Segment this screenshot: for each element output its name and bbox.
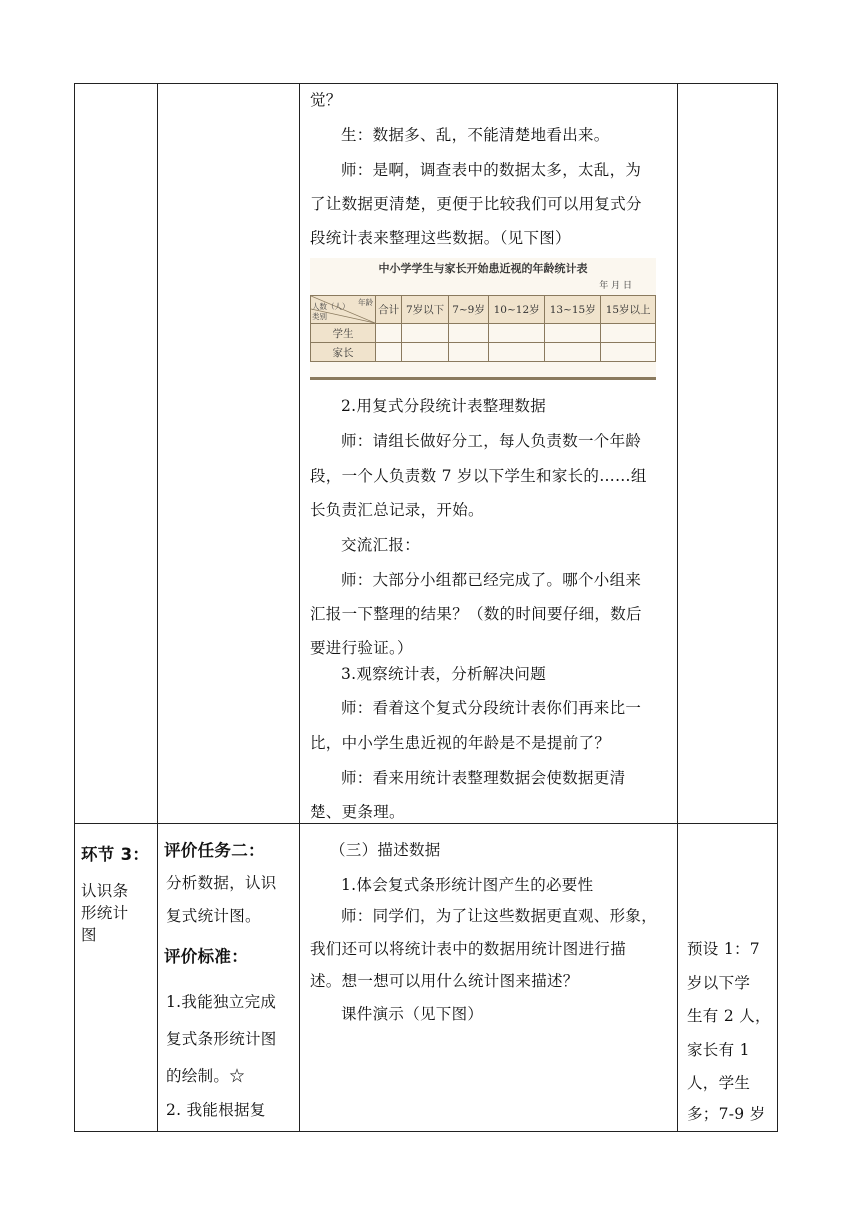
preset-line: 家长有 1: [687, 1041, 750, 1059]
column-header: 7~9岁: [448, 296, 488, 324]
content-line: 1.体会复式条形统计图产生的必要性: [341, 876, 594, 894]
header-corner-bottom: 类别: [312, 312, 327, 321]
table-divider-3: [677, 83, 678, 1132]
column-header: 合计: [376, 296, 402, 324]
stage-line: 图: [81, 926, 97, 944]
content-line: 我们还可以将统计表中的数据用统计图进行描: [310, 940, 627, 958]
statistics-table-figure: [310, 258, 656, 380]
task-line: 复式统计图。: [166, 907, 261, 925]
content-line: 师：看来用统计表整理数据会使数据更清: [341, 769, 626, 787]
content-line: 楚、更条理。: [310, 803, 405, 821]
content-line: 述。想一想可以用什么统计图来描述？: [310, 972, 579, 990]
table-divider-2: [299, 83, 300, 1132]
column-header: 13~15岁: [545, 296, 601, 324]
content-line: （三）描述数据: [330, 841, 441, 859]
column-header: 7岁以下: [402, 296, 449, 324]
table-border-right: [777, 83, 778, 1132]
task-heading: 评价任务二：: [164, 841, 265, 860]
content-line: 段统计表来整理这些数据。（见下图）: [310, 229, 571, 247]
content-line: 了让数据更清楚，更便于比较我们可以用复式分: [310, 195, 642, 213]
content-line: 课件演示（见下图）: [341, 1005, 484, 1023]
task-line: 分析数据，认识: [166, 874, 277, 892]
content-line: 师：请组长做好分工，每人负责数一个年龄: [341, 432, 642, 450]
table-border-left: [74, 83, 75, 1132]
figure-date-label: 年 月 日: [599, 281, 632, 291]
content-line: 3.观察统计表，分析解决问题: [341, 665, 546, 683]
standard-line: 复式条形统计图: [166, 1030, 277, 1048]
preset-line: 生有 2 人，: [687, 1007, 771, 1025]
header-corner-top: 年龄: [358, 298, 373, 307]
content-line: 段，一个人负责数 7 岁以下学生和家长的……组: [310, 467, 647, 485]
preset-line: 多；7-9 岁: [687, 1105, 766, 1123]
column-header: 10~12岁: [489, 296, 545, 324]
preset-line: 岁以下学: [687, 974, 751, 992]
stage-line: 认识条: [81, 882, 129, 900]
row-divider: [74, 823, 778, 824]
content-line: 汇报一下整理的结果？（数的时间要仔细，数后: [310, 605, 642, 623]
figure-table: [310, 295, 656, 362]
standard-heading: 评价标准：: [164, 947, 248, 966]
table-divider-1: [157, 83, 158, 1132]
content-line: 要进行验证。）: [310, 639, 413, 657]
content-line: 生：数据多、乱，不能清楚地看出来。: [341, 126, 610, 144]
row-label: 学生: [311, 324, 376, 343]
standard-line: 的绘制。☆: [166, 1067, 246, 1085]
standard-line: 1.我能独立完成: [166, 993, 277, 1011]
content-line: 师：是啊，调查表中的数据太多，太乱，为: [341, 161, 642, 179]
preset-line: 预设 1：7: [687, 940, 760, 958]
diagonal-header-cell: [311, 296, 375, 323]
content-line: 2.用复式分段统计表整理数据: [341, 397, 546, 415]
stage-line: 形统计: [81, 904, 129, 922]
figure-title: 中小学学生与家长开始患近视的年龄统计表: [378, 262, 588, 275]
stage-label: 环节 3：: [81, 845, 150, 864]
table-border-top: [74, 83, 778, 84]
content-line: 师：大部分小组都已经完成了。哪个小组来: [341, 571, 642, 589]
content-line: 长负责汇总记录，开始。: [310, 501, 484, 519]
column-header: 15岁以上: [601, 296, 656, 324]
table-border-bottom: [74, 1131, 778, 1132]
content-line: 师：同学们，为了让这些数据更直观、形象，: [341, 907, 658, 925]
preset-line: 人，学生: [687, 1074, 751, 1092]
row-label: 家长: [311, 343, 376, 362]
content-line: 师：看着这个复式分段统计表你们再来比一: [341, 699, 642, 717]
content-line: 交流汇报：: [341, 536, 421, 554]
standard-line: 2. 我能根据复: [166, 1101, 266, 1119]
content-line: 觉？: [310, 91, 342, 109]
header-corner-mid: 人数（人）: [312, 302, 350, 311]
content-line: 比，中小学生患近视的年龄是不是提前了？: [310, 734, 611, 752]
figure-bottom-rule: [310, 377, 656, 380]
